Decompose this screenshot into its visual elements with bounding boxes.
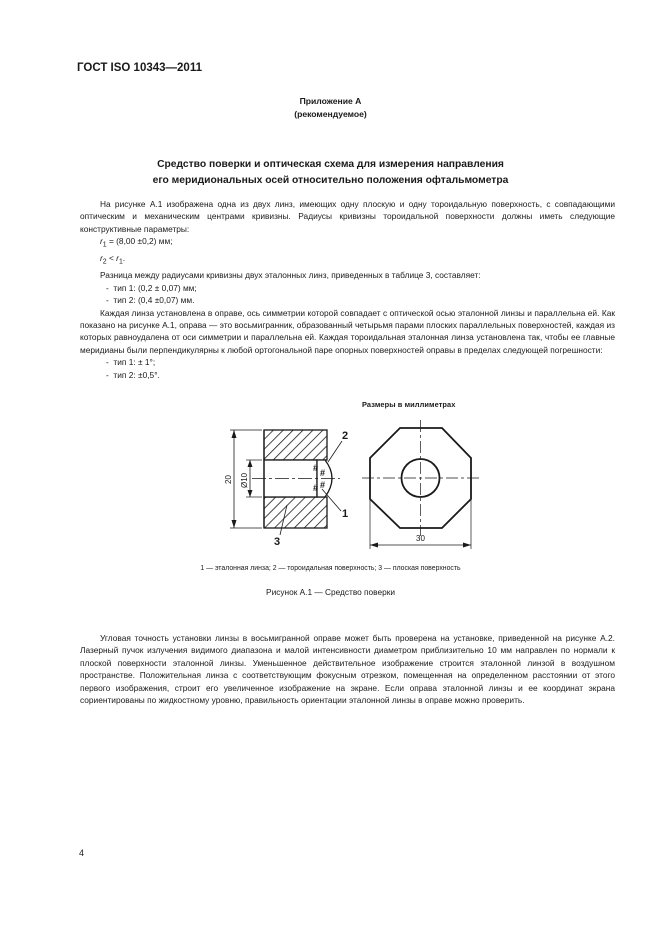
- list-item: - тип 2: (0,4 ±0,07) мм.: [106, 295, 195, 306]
- dim-height-label: 20: [224, 475, 233, 484]
- document-header: ГОСТ ISO 10343—2011: [77, 62, 202, 74]
- figure-caption: Рисунок А.1 — Средство поверки: [266, 587, 395, 597]
- callout-3: 3: [274, 536, 281, 548]
- callout-2: 2: [342, 430, 349, 442]
- list-item: - тип 1: (0,2 ± 0,07) мм;: [106, 282, 197, 293]
- paragraph: На рисунке А.1 изображена одна из двух линз, имеющих одну плоскую и одну тороидальную поверхность, с совпадающими оптическим и механическим центрами кривизны. Радиусы кривизны тороидальной поверхности должны иметь следующие конструктивные параметры:: [80, 199, 615, 234]
- annex-status: (рекомендуемое): [294, 109, 367, 120]
- svg-text:#: #: [313, 463, 319, 473]
- svg-text:#: #: [313, 483, 319, 493]
- frame-section-top: [264, 430, 327, 460]
- paragraph: Разница между радиусами кривизны двух эталонных линз, приведенных в таблице 3, составляет:: [100, 270, 481, 281]
- param-r2: $r_2 < r_1$.: [100, 253, 126, 266]
- title-line-2: его меридиональных осей относительно положения офтальмометра: [152, 174, 509, 186]
- param-r1: $r_1 = (8,00 \pm 0,2)$ мм;: [100, 236, 173, 249]
- dim-diameter-label: Ø10: [240, 472, 249, 488]
- frame-section-bottom: [264, 497, 327, 528]
- title-line-1: Средство поверки и оптическая схема для измерения направления: [157, 159, 504, 170]
- figure-units-note: Размеры в миллиметрах: [362, 400, 456, 409]
- annex-label: Приложение А: [299, 96, 362, 106]
- paragraph: Угловая точность установки линзы в восьмигранной оправе может быть проверена на установке, приведенной на рисунке А.2. Лазерный пучок излучения видимого диапазона и малой интенсивности диаметром приблизительно 10 мм направлен по нормали к плоской поверхности эталонной линзы. Уменьшенное действительное изображение строится эталонной линзой в воздушном пространстве. Положительная линза с соответствующим фокусным отрезком, помещенная на определенном расстоянии от этого первого изображения, строит его увеличенное изображение на экране. Если оправа эталонной линзы и ее координат экрана сориентированы по жидкостному уровню, правильность ориентации эталонной линзы в оправе можно проверить.: [80, 633, 615, 706]
- section-view: [224, 430, 348, 548]
- callout-1: 1: [342, 508, 349, 520]
- svg-text:#: #: [320, 480, 326, 490]
- list-item: - тип 1: ± 1°;: [106, 357, 156, 368]
- section-2-text: [80, 632, 615, 706]
- svg-text:#: #: [320, 468, 326, 478]
- list-item: - тип 2: ±0,5°.: [106, 369, 160, 380]
- front-view: [362, 420, 480, 549]
- figure-legend: 1 — эталонная линза; 2 — тороидальная поверхность; 3 — плоская поверхность: [200, 565, 461, 572]
- dim-width-label: 30: [416, 534, 425, 543]
- page-number: 4: [79, 848, 85, 858]
- paragraph: Каждая линза установлена в оправе, ось симметрии которой совпадает с оптической осью эталонной линзы и параллельна ей. Как показано на рисунке А.1, оправа — это восьмигранник, образованный четырьмя парами плоских параллельных поверхностей, каждая из которых равноудалена от оси симметрии и параллельна ей. Каждая тороидальная эталонная линза установлена так, чтобы ее главные меридианы были перпендикулярны к любой ортогональной паре опорных поверхностей оправы в пределах следующей погрешности:: [80, 307, 615, 355]
